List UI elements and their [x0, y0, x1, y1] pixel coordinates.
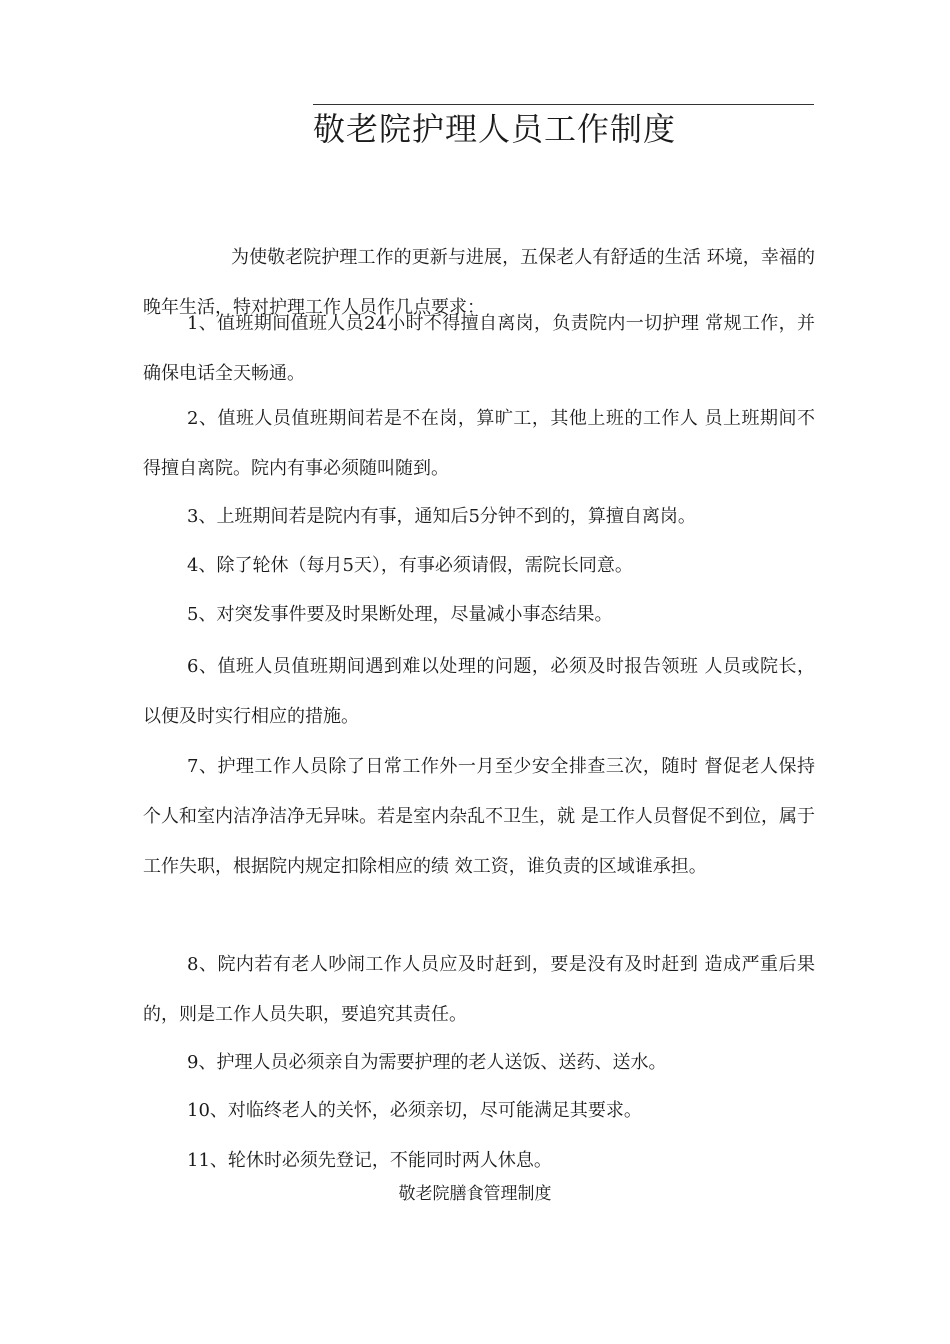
rule-9: 9、护理人员必须亲自为需要护理的老人送饭、送药、送水。 [187, 1052, 667, 1073]
next-section-title: 敬老院膳食管理制度 [398, 1184, 552, 1204]
title-rule [313, 104, 814, 105]
rule-2: 2、值班人员值班期间若是不在岗，算旷工，其他上班的工作人 员上班期间不得擅自离院。院内有事必须随叫随到。 [143, 408, 815, 479]
rule-11: 11、轮休时必须先登记，不能同时两人休息。 [187, 1150, 552, 1171]
rule-7: 7、护理工作人员除了日常工作外一月至少安全排查三次，随时 督促老人保持个人和室内洁净洁净无异味。若是室内杂乱不卫生，就 是工作人员督促不到位，属于工作失职，根据院内规定扣除相应的绩 效工资，谁负责的区域谁承担。 [143, 756, 815, 877]
rule-4: 4、除了轮休（每月5天），有事必须请假，需院长同意。 [187, 555, 633, 576]
rule-10: 10、对临终老人的关怀，必须亲切，尽可能满足其要求。 [187, 1100, 642, 1121]
rule-5: 5、对突发事件要及时果断处理，尽量减小事态结果。 [187, 604, 613, 625]
rule-6: 6、值班人员值班期间遇到难以处理的问题，必须及时报告领班 人员或院长，以便及时实行相应的措施。 [143, 656, 815, 727]
rule-1: 1、值班期间值班人员24小时不得擅自离岗，负责院内一切护理 常规工作，并确保电话全天畅通。 [143, 313, 815, 384]
document-title: 敬老院护理人员工作制度 [313, 110, 677, 148]
rule-3: 3、上班期间若是院内有事，通知后5分钟不到的，算擅自离岗。 [187, 506, 696, 527]
intro-paragraph: 为使敬老院护理工作的更新与进展，五保老人有舒适的生活 环境，幸福的晚年生活，特对护理工作人员作几点要求： [143, 247, 815, 318]
rule-8: 8、院内若有老人吵闹工作人员应及时赶到，要是没有及时赶到 造成严重后果的，则是工作人员失职，要追究其责任。 [143, 954, 815, 1025]
